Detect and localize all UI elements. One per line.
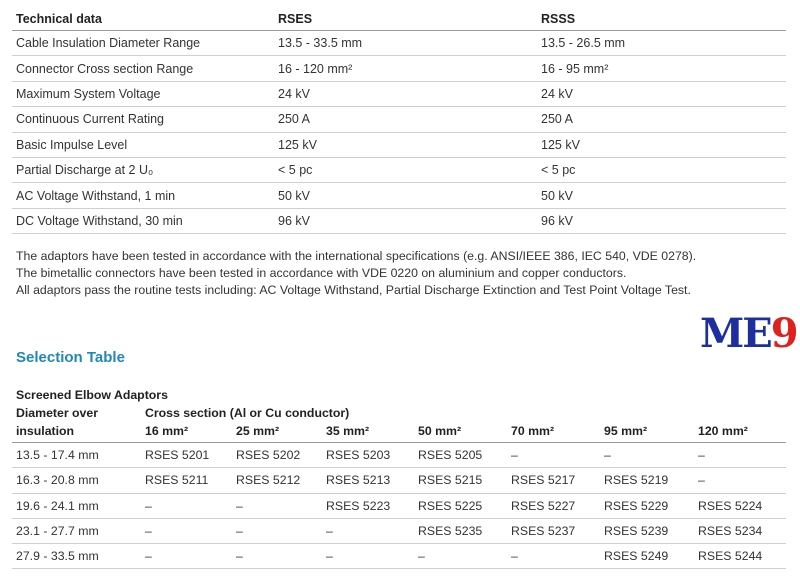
part-number-cell: RSES 5215 <box>414 468 507 493</box>
part-number-cell: – <box>232 544 322 569</box>
selection-row <box>12 468 786 493</box>
note-line: All adaptors pass the routine tests including: AC Voltage Withstand, Partial Discharge Extinction and Test Point Voltage Test. <box>16 283 691 297</box>
technical-row <box>12 56 786 81</box>
column-header: 25 mm² <box>236 424 280 438</box>
part-number-cell: – <box>414 544 507 569</box>
part-number-cell: RSES 5237 <box>507 518 600 543</box>
selection-table <box>12 442 786 569</box>
part-number-cell: RSES 5225 <box>414 493 507 518</box>
logo-me-text: ME <box>700 310 771 357</box>
me9-logo <box>700 312 797 356</box>
part-number-cell: RSES 5224 <box>694 493 786 518</box>
part-number-cell: RSES 5223 <box>322 493 414 518</box>
technical-rsss-value: 16 - 95 mm² <box>537 56 786 81</box>
diameter-header-line2: insulation <box>16 424 75 438</box>
technical-rses-value: 96 kV <box>274 208 537 233</box>
diameter-cell: 23.1 - 27.7 mm <box>12 518 141 543</box>
part-number-cell: – <box>507 443 600 468</box>
technical-rses-value: 125 kV <box>274 132 537 157</box>
technical-row <box>12 208 786 233</box>
technical-label: Basic Impulse Level <box>12 132 274 157</box>
part-number-cell: – <box>232 518 322 543</box>
technical-rses-value: < 5 pc <box>274 157 537 182</box>
part-number-cell: – <box>232 493 322 518</box>
part-number-cell: RSES 5219 <box>600 468 694 493</box>
technical-rses-value: 16 - 120 mm² <box>274 56 537 81</box>
note-line: The adaptors have been tested in accordance with the international specifications (e.g. ANSI/IEEE 386, IEC 540, VDE 0278). <box>16 249 697 263</box>
part-number-cell: – <box>141 544 232 569</box>
technical-label: Connector Cross section Range <box>12 56 274 81</box>
part-number-cell: – <box>694 443 786 468</box>
technical-row <box>12 81 786 106</box>
part-number-cell: – <box>507 544 600 569</box>
part-number-cell: – <box>322 544 414 569</box>
technical-rses-value: 50 kV <box>274 183 537 208</box>
technical-label: DC Voltage Withstand, 30 min <box>12 208 274 233</box>
technical-rsss-value: 24 kV <box>537 81 786 106</box>
technical-rses-value: 24 kV <box>274 81 537 106</box>
technical-rses-value: 250 A <box>274 107 537 132</box>
column-header: 95 mm² <box>604 424 648 438</box>
technical-rsss-value: 50 kV <box>537 183 786 208</box>
part-number-cell: RSES 5213 <box>322 468 414 493</box>
technical-label: Cable Insulation Diameter Range <box>12 31 274 56</box>
selection-table-title: Selection Table <box>16 349 125 366</box>
technical-header-rsss: RSSS <box>537 8 786 31</box>
technical-row <box>12 31 786 56</box>
part-number-cell: – <box>141 493 232 518</box>
technical-row <box>12 157 786 182</box>
diameter-cell: 13.5 - 17.4 mm <box>12 443 141 468</box>
part-number-cell: RSES 5249 <box>600 544 694 569</box>
part-number-cell: – <box>141 518 232 543</box>
part-number-cell: RSES 5234 <box>694 518 786 543</box>
part-number-cell: RSES 5227 <box>507 493 600 518</box>
technical-row <box>12 183 786 208</box>
logo-nine-text: 9 <box>770 310 797 357</box>
diameter-cell: 19.6 - 24.1 mm <box>12 493 141 518</box>
technical-label: Maximum System Voltage <box>12 81 274 106</box>
note-line: The bimetallic connectors have been tested in accordance with VDE 0220 on aluminium and copper conductors. <box>16 266 627 280</box>
diameter-cell: 27.9 - 33.5 mm <box>12 544 141 569</box>
technical-rsss-value: 125 kV <box>537 132 786 157</box>
part-number-cell: RSES 5203 <box>322 443 414 468</box>
technical-rsss-value: 250 A <box>537 107 786 132</box>
technical-row <box>12 132 786 157</box>
part-number-cell: RSES 5201 <box>141 443 232 468</box>
technical-rsss-value: < 5 pc <box>537 157 786 182</box>
technical-row <box>12 107 786 132</box>
column-header: 50 mm² <box>418 424 462 438</box>
part-number-cell: RSES 5229 <box>600 493 694 518</box>
part-number-cell: RSES 5239 <box>600 518 694 543</box>
technical-header-label: Technical data <box>12 8 274 31</box>
technical-label: Continuous Current Rating <box>12 107 274 132</box>
technical-header-rses: RSES <box>274 8 537 31</box>
diameter-header-line1: Diameter over <box>16 406 99 420</box>
part-number-cell: RSES 5211 <box>141 468 232 493</box>
part-number-cell: RSES 5235 <box>414 518 507 543</box>
selection-subtitle: Screened Elbow Adaptors <box>16 388 168 402</box>
selection-row <box>12 493 786 518</box>
diameter-cell: 16.3 - 20.8 mm <box>12 468 141 493</box>
technical-rsss-value: 96 kV <box>537 208 786 233</box>
part-number-cell: RSES 5244 <box>694 544 786 569</box>
technical-label: Partial Discharge at 2 U₀ <box>12 157 274 182</box>
test-notes <box>16 248 696 299</box>
technical-data-table <box>12 8 786 234</box>
selection-row <box>12 544 786 569</box>
technical-header-row <box>12 8 786 31</box>
part-number-cell: RSES 5202 <box>232 443 322 468</box>
part-number-cell: RSES 5217 <box>507 468 600 493</box>
part-number-cell: – <box>694 468 786 493</box>
column-header: 70 mm² <box>511 424 555 438</box>
technical-label: AC Voltage Withstand, 1 min <box>12 183 274 208</box>
column-header: 16 mm² <box>145 424 189 438</box>
selection-row <box>12 443 786 468</box>
part-number-cell: RSES 5205 <box>414 443 507 468</box>
column-header: 35 mm² <box>326 424 370 438</box>
selection-row <box>12 518 786 543</box>
part-number-cell: – <box>322 518 414 543</box>
technical-rses-value: 13.5 - 33.5 mm <box>274 31 537 56</box>
column-header: 120 mm² <box>698 424 748 438</box>
cross-section-header: Cross section (Al or Cu conductor) <box>145 406 350 420</box>
part-number-cell: RSES 5212 <box>232 468 322 493</box>
part-number-cell: – <box>600 443 694 468</box>
technical-rsss-value: 13.5 - 26.5 mm <box>537 31 786 56</box>
